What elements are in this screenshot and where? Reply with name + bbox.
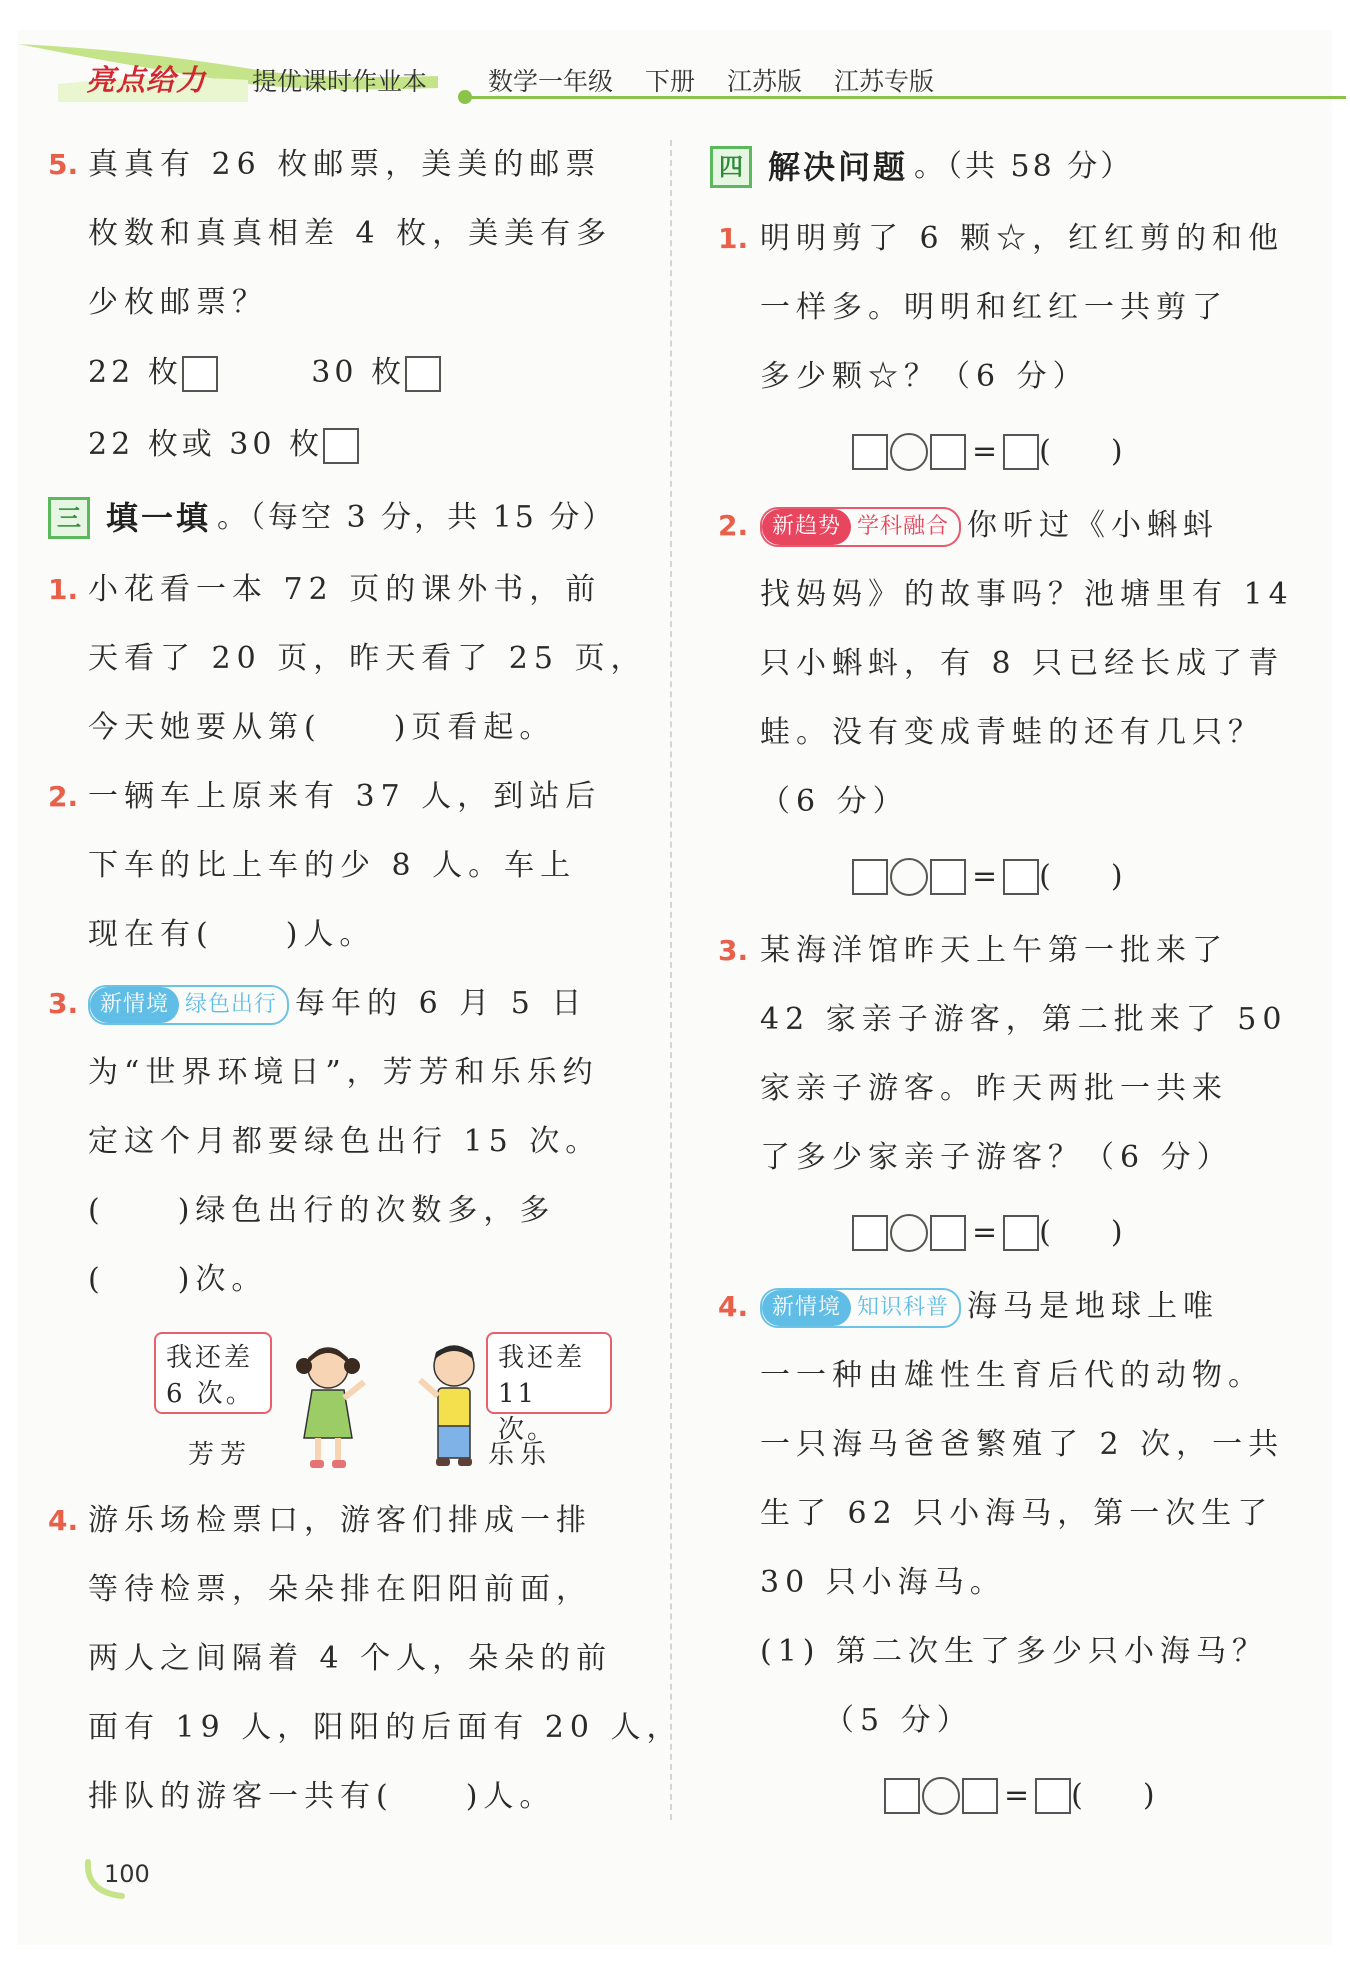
question-text [88,969,648,1038]
question-text: 42 家亲子游客，第二批来了 50 [760,1002,1288,1037]
question-text: 下车的比上车的少 8 人。车上 [88,848,577,883]
question-number: 2. [718,509,749,542]
option-b [311,337,441,409]
answer-box[interactable] [930,434,966,470]
question-text: ( )次。 [88,1262,268,1297]
unit-blank[interactable]: ( ) [1039,859,1123,894]
context-tag [760,1288,961,1328]
left-column [48,130,683,1831]
tag-secondary: 学科融合 [857,514,950,539]
column-divider [670,140,672,1820]
operator-circle[interactable] [922,1777,960,1815]
header-info [488,62,934,98]
answer-box[interactable] [1003,1215,1039,1251]
answer-box[interactable] [852,1215,888,1251]
question-number: 4. [718,1290,749,1323]
options-row [88,409,648,481]
question-number: 1. [48,573,79,606]
question-text: 等待检票，朵朵排在阳阳前面， [88,1572,592,1607]
boy-figure-icon [414,1340,492,1472]
equation-row [760,1755,1272,1835]
equation-row [760,836,1272,916]
question-text: 两人之间隔着 4 个人，朵朵的前 [88,1641,613,1676]
right-column [712,130,1294,1835]
option-c [88,409,359,481]
question-number: 3. [718,934,749,967]
question-text: 天看了 20 页，昨天看了 25 页， [88,641,647,676]
question-text: 定这个月都要绿色出行 15 次。 [88,1124,602,1159]
section-4-title [710,130,1272,204]
question-text: 游乐场检票口，游客们排成一排 [88,1503,592,1538]
question-4-4 [712,1272,1285,1835]
checkbox[interactable] [182,356,218,392]
sub-question-score: （5 分） [824,1703,973,1738]
question-text: 真真有 26 枚邮票，美美的邮票 [88,147,602,182]
section-name: 填一填 [106,499,212,537]
section-note: 。（每空 3 分，共 15 分） [217,500,616,535]
tag-primary: 新趋势 [762,509,851,545]
section-name: 解决问题 [768,148,909,186]
sub-question-text: (1) 第二次生了多少只小海马？ [760,1634,1269,1669]
question-text: 小花看一本 72 页的课外书，前 [88,572,602,607]
question-text: 一样多。明明和红红一共剪了 [760,290,1228,325]
page-number: 100 [104,1860,150,1888]
question-text-start: 每年的 6 月 5 日 [295,986,588,1021]
question-text: 某海洋馆昨天上午第一批来了 [760,933,1228,968]
bubble-text: 我还差 [166,1343,254,1373]
section-3-title [48,481,648,555]
question-text: 生了 62 只小海马，第一次生了 [760,1496,1274,1531]
section-badge: 四 [710,146,752,188]
question-text: 家亲子游客。昨天两批一共来 [760,1071,1228,1106]
tag-secondary: 绿色出行 [185,992,278,1017]
option-label: 22 枚 [88,355,182,390]
checkbox[interactable] [323,428,359,464]
answer-box[interactable] [852,434,888,470]
equation-row [760,411,1272,491]
question-4-2 [712,491,1294,916]
question-5 [48,130,648,481]
page-header [18,40,1332,120]
question-text: 明明剪了 6 颗☆，红红剪的和他 [760,221,1285,256]
edition-label: 江苏版 [727,67,803,96]
speech-bubble-right [486,1332,612,1445]
brand-subtitle: 提优课时作业本 [252,67,428,96]
question-3-2 [48,762,648,969]
equals-sign: = [972,434,998,469]
question-text [760,491,1272,560]
question-text: 只小蝌蚪，有 8 只已经长成了青 [760,646,1285,681]
question-number: 2. [48,780,79,813]
region-label: 江苏专版 [834,67,935,96]
question-text: 30 只小海马。 [760,1565,1006,1600]
context-tag [760,507,961,547]
question-text: 一一种由雄性生育后代的动物。 [760,1358,1264,1393]
equals-sign: = [972,859,998,894]
option-a [88,337,218,409]
question-text: 今天她要从第( )页看起。 [88,710,556,745]
options-row [88,337,648,409]
section-note: 。（共 58 分） [914,149,1134,184]
tag-primary: 新情境 [762,1290,851,1326]
question-number: 4. [48,1504,79,1537]
question-text: 排队的游客一共有( )人。 [88,1779,556,1814]
speech-bubble-left [154,1332,272,1414]
question-number: 1. [718,222,749,255]
question-text: 少枚邮票？ [88,285,268,320]
equals-sign: = [1004,1778,1030,1813]
answer-box[interactable] [1003,859,1039,895]
equation-row [760,1192,1272,1272]
question-number: 3. [48,987,79,1020]
question-3-1 [48,555,648,762]
question-text: 一辆车上原来有 37 人，到站后 [88,779,602,814]
question-4-1 [712,204,1285,491]
operator-circle[interactable] [890,858,928,896]
question-text: ( )绿色出行的次数多，多 [88,1193,556,1228]
grade-label: 数学一年级 [488,67,614,96]
question-3-4 [48,1486,683,1831]
checkbox[interactable] [405,356,441,392]
unit-blank[interactable]: ( ) [1039,1215,1123,1250]
question-text [760,1272,1272,1341]
bubble-text: 6 次。 [166,1379,255,1409]
context-tag [88,985,289,1025]
equals-sign: = [972,1215,998,1250]
character-name-right: 乐乐 [488,1440,553,1470]
question-number: 5. [48,148,79,181]
section-badge: 三 [48,497,90,539]
answer-box[interactable] [1003,434,1039,470]
question-text: 现在有( )人。 [88,917,376,952]
question-text: 蛙。没有变成青蛙的还有几只？ [760,715,1264,750]
character-name-left: 芳芳 [188,1440,253,1470]
question-text: 为“世界环境日”，芳芳和乐乐约 [88,1055,599,1090]
question-text: （6 分） [760,784,909,819]
question-3-3 [48,969,648,1472]
answer-box[interactable] [884,1778,920,1814]
question-text: 多少颗☆？（6 分） [760,359,1089,394]
girl-figure-icon [288,1342,370,1472]
operator-circle[interactable] [890,1214,928,1252]
question-text-start: 海马是地球上唯 [967,1289,1220,1324]
answer-box[interactable] [962,1778,998,1814]
answer-box[interactable] [1035,1778,1071,1814]
volume-label: 下册 [645,67,696,96]
option-label: 30 枚 [311,355,405,390]
bubble-text: 我还差 [498,1343,586,1373]
question-text: 找妈妈》的故事吗？池塘里有 14 [760,577,1294,612]
unit-blank[interactable]: ( ) [1071,1778,1155,1813]
question-text-start: 你听过《小蝌蚪 [967,508,1220,543]
answer-box[interactable] [930,1215,966,1251]
tag-primary: 新情境 [90,987,179,1023]
question-text: 一只海马爸爸繁殖了 2 次，一共 [760,1427,1285,1462]
operator-circle[interactable] [890,433,928,471]
brand-logo: 亮点给力 [86,63,207,97]
bubble-text: 11 次。 [498,1379,557,1445]
question-text: 枚数和真真相差 4 枚，美美有多 [88,216,613,251]
question-text: 面有 19 人，阳阳的后面有 20 人， [88,1710,683,1745]
unit-blank[interactable]: ( ) [1039,434,1123,469]
question-text: 了多少家亲子游客？（6 分） [760,1140,1233,1175]
option-label: 22 枚或 30 枚 [88,427,323,462]
answer-box[interactable] [930,859,966,895]
tag-secondary: 知识科普 [857,1295,950,1320]
answer-box[interactable] [852,859,888,895]
illustration [88,1322,648,1472]
question-4-3 [712,916,1288,1272]
